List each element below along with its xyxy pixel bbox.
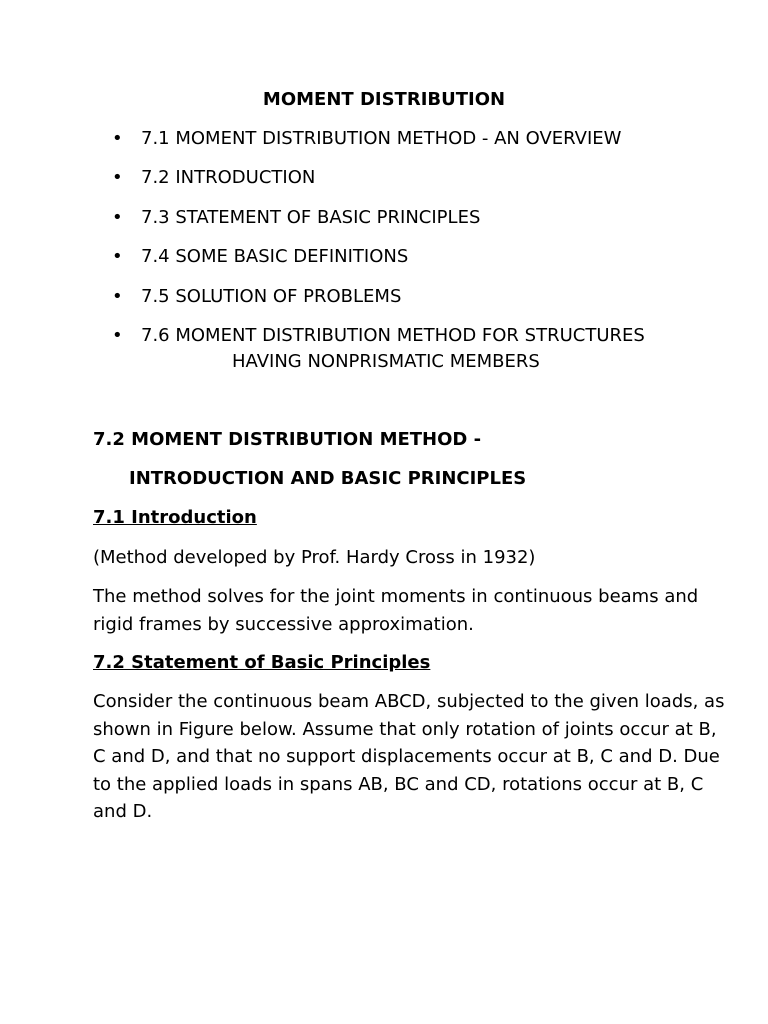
bullet-icon: • — [112, 167, 123, 189]
toc-item-text: 7.2 INTRODUCTION — [141, 167, 316, 189]
toc-item — [112, 244, 712, 270]
bullet-icon: • — [112, 285, 123, 307]
section-heading: 7.2 MOMENT DISTRIBUTION METHOD - — [93, 429, 482, 450]
toc-item-continuation: HAVING NONPRISMATIC MEMBERS — [232, 350, 540, 372]
bullet-icon: • — [112, 206, 123, 228]
bullet-icon: • — [112, 324, 123, 346]
page-title: MOMENT DISTRIBUTION — [262, 89, 506, 110]
toc-item-text: 7.5 SOLUTION OF PROBLEMS — [141, 285, 402, 307]
toc-item-text: 7.6 MOMENT DISTRIBUTION METHOD FOR STRUCTURES — [141, 324, 645, 346]
toc-item — [112, 165, 712, 191]
toc-item — [112, 205, 712, 231]
toc-item-text: 7.4 SOME BASIC DEFINITIONS — [141, 246, 409, 268]
principles-heading: 7.2 Statement of Basic Principles — [93, 652, 431, 673]
toc-item-text: 7.1 MOMENT DISTRIBUTION METHOD - AN OVERVIEW — [141, 128, 622, 149]
introduction-heading: 7.1 Introduction — [93, 507, 257, 528]
toc-item — [112, 284, 712, 310]
toc-item — [112, 126, 712, 152]
principles-paragraph: Consider the continuous beam ABCD, subjected to the given loads, as shown in Figure below. Assume that only rotation of joints occur at B, C and D, and that no support displacements occur at B, C and D. Due to the applied loads in spans AB, BC and CD, rotations occur at B, C and D. — [93, 691, 725, 822]
introduction-paragraph: The method solves for the joint moments in continuous beams and rigid frames by successive approximation. — [93, 586, 699, 635]
bullet-icon: • — [112, 246, 123, 268]
section-heading-continuation: INTRODUCTION AND BASIC PRINCIPLES — [129, 468, 527, 489]
toc-item-text: 7.3 STATEMENT OF BASIC PRINCIPLES — [141, 206, 481, 228]
introduction-note: (Method developed by Prof. Hardy Cross in 1932) — [93, 547, 536, 568]
bullet-icon: • — [112, 128, 123, 149]
toc-item — [112, 323, 712, 375]
table-of-contents — [112, 126, 712, 388]
